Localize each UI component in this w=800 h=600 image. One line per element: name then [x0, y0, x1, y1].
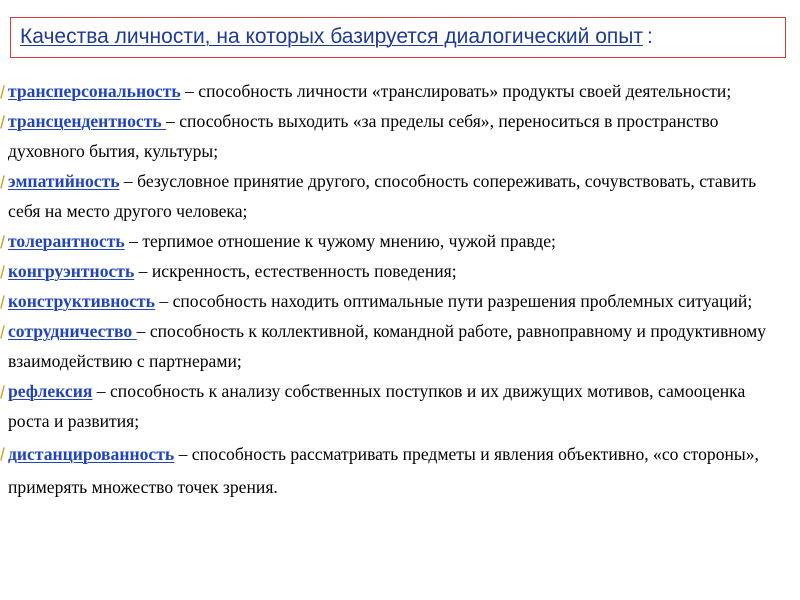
definition-text: – искренность, естественность поведения; — [134, 261, 457, 281]
list-item — [0, 438, 800, 504]
bullet-icon — [0, 325, 5, 339]
list-item — [0, 166, 800, 226]
list-item — [0, 256, 800, 286]
definition-text: – способность личности «транслировать» продукты своей деятельности; — [180, 81, 732, 101]
list-item — [0, 286, 800, 316]
title-box — [10, 17, 786, 58]
slide-title — [20, 25, 653, 49]
bullet-icon — [0, 235, 5, 249]
term-transpersonality[interactable]: трансперсональность — [8, 81, 181, 101]
term-congruence[interactable]: конгруэнтность — [8, 261, 135, 281]
bullet-icon — [0, 85, 5, 99]
term-transcendence[interactable]: трансцендентность — [8, 111, 167, 131]
term-constructiveness[interactable]: конструктивность — [8, 291, 155, 311]
list-item — [0, 316, 800, 376]
qualities-list — [0, 76, 800, 504]
term-reflection[interactable]: рефлексия — [8, 381, 93, 401]
slide-title-colon: : — [646, 25, 653, 48]
list-item — [0, 376, 800, 436]
bullet-icon — [0, 265, 5, 279]
definition-text: – способность находить оптимальные пути разрешения проблемных ситуаций; — [154, 291, 753, 311]
list-item — [0, 76, 800, 106]
list-item — [0, 106, 800, 166]
definition-text: – терпимое отношение к чужому мнению, чужой правде; — [124, 231, 556, 251]
term-empathy[interactable]: эмпатийность — [8, 171, 120, 191]
term-cooperation[interactable]: сотрудничество — [8, 321, 137, 341]
slide-title-text: Качества личности, на которых базируется диалогический опыт — [20, 25, 643, 48]
term-distancing[interactable]: дистанцированность — [8, 444, 175, 464]
bullet-icon — [0, 175, 5, 189]
definition-text: – способность к анализу собственных поступков и их движущих мотивов, самооценка роста и развития; — [8, 381, 746, 431]
definition-text: – способность выходить «за пределы себя», переноситься в пространство духовного бытия, культуры; — [8, 111, 719, 161]
bullet-icon — [0, 447, 5, 461]
bullet-icon — [0, 115, 5, 129]
list-item — [0, 226, 800, 256]
definition-text: – способность к коллективной, командной работе, равноправному и продуктивному взаимодействию с партнерами; — [8, 321, 767, 371]
definition-text: – способность рассматривать предметы и явления объективно, «со стороны», примерять множество точек зрения. — [8, 444, 759, 497]
bullet-icon — [0, 295, 5, 309]
term-tolerance[interactable]: толерантность — [8, 231, 125, 251]
definition-text: – безусловное принятие другого, способность сопереживать, сочувствовать, ставить себя на место другого человека; — [8, 171, 757, 221]
bullet-icon — [0, 385, 5, 399]
